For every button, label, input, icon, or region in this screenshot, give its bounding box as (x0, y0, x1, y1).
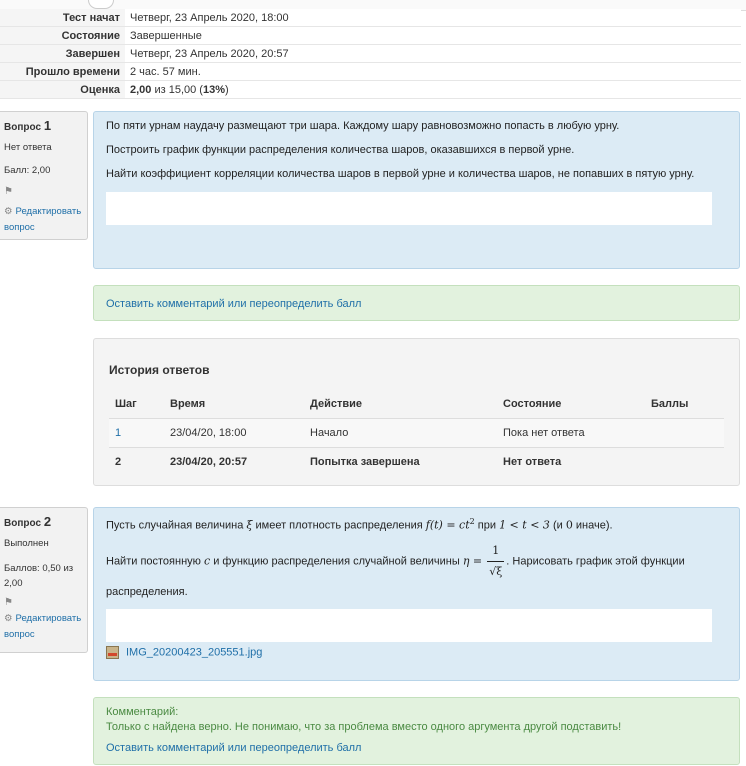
history-header: Время (164, 389, 304, 419)
flag-icon[interactable]: ⚑ (4, 597, 13, 608)
grade-value: 2,00 из 15,00 (13%) (125, 81, 741, 99)
table-row: 1 23/04/20, 18:00 Начало Пока нет ответа (109, 419, 724, 448)
comment-override-link[interactable]: Оставить комментарий или переопределить балл (106, 298, 362, 310)
history-title: История ответов (109, 363, 210, 377)
edit-question-link[interactable]: ⚙ Редактировать вопрос (4, 206, 82, 233)
question-text: Найти постоянную c и функцию распределения случайной величины η = $\frac{1}{√\xi}$ . Нарисовать график этой функции (106, 541, 727, 582)
summary-row: Состояние Завершенные (0, 27, 741, 45)
flag-icon[interactable]: ⚑ (4, 186, 13, 197)
gear-icon: ⚙ (4, 206, 13, 217)
history-table (109, 389, 724, 476)
question-1-content (93, 111, 740, 269)
comment-title: Комментарий: (106, 706, 179, 718)
question-mark: Балл: 2,00 (4, 165, 51, 176)
comment-text: Только с найдена верно. Не понимаю, что за проблема вместо одного аргумента другой подставить! (106, 721, 622, 733)
question-2-comment (93, 697, 740, 765)
nav-tab-handle[interactable] (88, 0, 114, 9)
question-text: Найти коэффициент корреляции количества шаров в первой урне и количества шаров, не попавших в пятую урну. (106, 168, 695, 180)
attached-file-link[interactable]: IMG_20200423_205551.jpg (126, 646, 263, 659)
question-2-content (93, 507, 740, 681)
summary-row: Прошло времени 2 час. 57 мин. (0, 63, 741, 81)
table-row: 2 23/04/20, 20:57 Попытка завершена Нет ответа (115, 456, 562, 468)
question-text: Построить график функции распределения количества шаров, оказавшихся в первой урне. (106, 144, 575, 156)
question-number: Вопрос 1 (4, 118, 52, 133)
fraction: $\frac{1}{√\xi}$ (487, 541, 504, 582)
summary-row: Оценка 2,00 из 15,00 (13%) (0, 81, 741, 99)
answer-box (106, 192, 712, 225)
history-step-link[interactable]: 1 (109, 419, 164, 448)
image-file-icon (106, 646, 119, 659)
question-text: По пяти урнам наудачу размещают три шара. Каждому шару равновозможно попасть в любую урну. (106, 120, 620, 132)
history-header: Действие (304, 389, 497, 419)
gear-icon: ⚙ (4, 613, 13, 624)
question-status: Нет ответа (4, 142, 52, 153)
edit-question-link[interactable]: ⚙ Редактировать вопрос (4, 613, 82, 640)
question-1-comment (93, 285, 740, 321)
comment-override-link[interactable]: Оставить комментарий или переопределить балл (106, 742, 362, 754)
answer-box (106, 609, 712, 642)
response-history (93, 338, 740, 486)
history-header: Состояние (497, 389, 645, 419)
question-number: Вопрос 2 (4, 514, 52, 529)
question-2-info (0, 507, 88, 653)
question-status: Выполнен (4, 538, 49, 549)
attached-file (106, 646, 727, 659)
attempt-summary-table (0, 9, 741, 99)
question-1-info (0, 111, 88, 240)
history-header: Баллы (645, 389, 724, 419)
question-text: распределения. (106, 585, 188, 598)
question-text: Пусть случайная величина ξ имеет плотность распределения $f(t) = ct^2$ при 1 < t < 3 (и 0 иначе). (106, 517, 613, 532)
history-header: Шаг (109, 389, 164, 419)
summary-row: Завершен Четверг, 23 Апрель 2020, 20:57 (0, 45, 741, 63)
question-mark: Баллов: 0,50 из 2,00 (4, 563, 74, 589)
summary-row: Тест начат Четверг, 23 Апрель 2020, 18:00 (0, 9, 741, 27)
